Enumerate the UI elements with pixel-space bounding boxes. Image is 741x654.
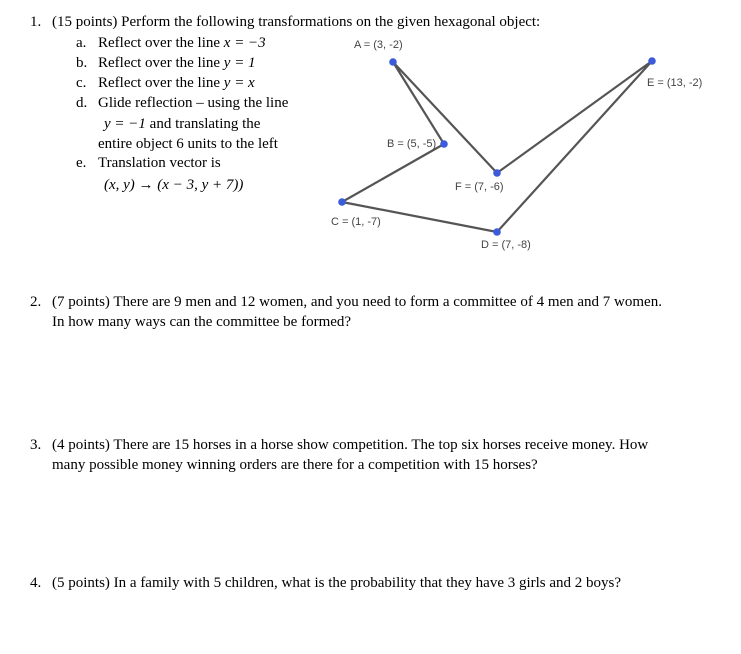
subitem-text: Reflect over the line xyxy=(98,55,224,71)
question-text: many possible money winning orders are there for a competition with 15 horses? xyxy=(52,457,538,473)
subitem-math: y = x xyxy=(223,75,255,91)
question-text: (15 points) Perform the following transformations on the given hexagonal object: xyxy=(52,14,541,30)
subitem-label: b. xyxy=(76,55,88,71)
point-C xyxy=(338,198,346,206)
question-text: (7 points) There are 9 men and 12 women, and you need to form a committee of 4 men and 7 women. xyxy=(52,294,662,310)
question-number: 4. xyxy=(30,575,42,591)
subitem-text: and translating the xyxy=(145,116,261,132)
subitem-label: e. xyxy=(76,155,87,171)
question-number: 3. xyxy=(30,437,42,453)
point-label-B: B = (5, -5) xyxy=(387,138,437,150)
subitem-text: Reflect over the line xyxy=(98,75,224,91)
point-D xyxy=(493,228,501,236)
point-label-E: E = (13, -2) xyxy=(647,77,703,89)
question-text: (5 points) In a family with 5 children, what is the probability that they have 3 girls and 2 boys? xyxy=(52,575,622,591)
subitem-text: Reflect over the line xyxy=(98,35,224,51)
question-number: 1. xyxy=(30,14,42,30)
point-A xyxy=(389,58,397,66)
point-F xyxy=(493,169,501,177)
subitem-math: y = 1 xyxy=(223,55,256,71)
subitem-label: d. xyxy=(76,95,88,111)
subitem-text: Translation vector is xyxy=(98,155,221,171)
question-text: In how many ways can the committee be formed? xyxy=(52,314,352,330)
subitem-math: x = −3 xyxy=(223,35,266,51)
subitem-label: c. xyxy=(76,75,87,91)
subitem-d-continuation-2: entire object 6 units to the left xyxy=(98,136,278,152)
subitem-math: y = −1 xyxy=(104,116,146,132)
question-text: (4 points) There are 15 horses in a horse show competition. The top six horses receive money. How xyxy=(52,437,649,453)
translation-vector: (x, y) → (x − 3, y + 7)) xyxy=(104,177,244,193)
subitem-text: Glide reflection – using the line xyxy=(98,95,289,111)
question-number: 2. xyxy=(30,294,42,310)
point-B xyxy=(440,140,448,148)
point-label-F: F = (7, -6) xyxy=(455,181,504,193)
point-label-C: C = (1, -7) xyxy=(331,216,381,228)
subitem-label: a. xyxy=(76,35,87,51)
point-label-D: D = (7, -8) xyxy=(481,239,531,251)
point-label-A: A = (3, -2) xyxy=(354,39,403,51)
point-E xyxy=(648,57,656,65)
hexagon-figure xyxy=(0,0,741,260)
